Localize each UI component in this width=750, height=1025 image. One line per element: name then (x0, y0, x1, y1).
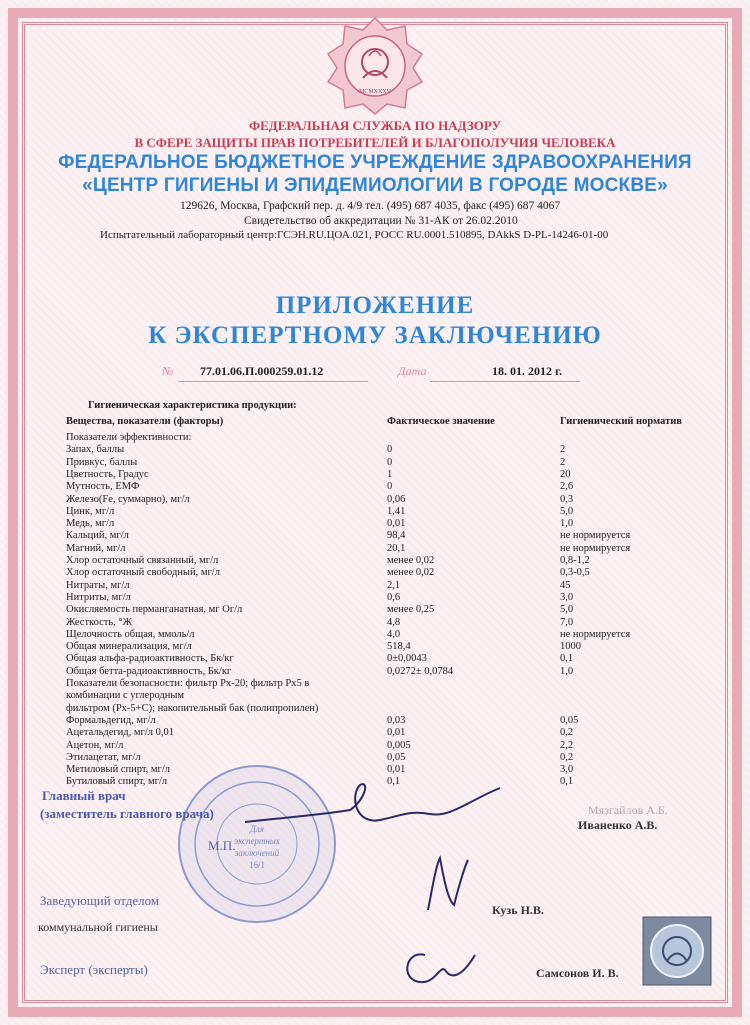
table-row (0, 505, 750, 518)
chief-ghost-name: Мязгайлов А.Б. (588, 803, 668, 817)
document-title-line-2: К ЭКСПЕРТНОМУ ЗАКЛЮЧЕНИЮ (148, 322, 602, 349)
expert-name: Самсонов И. В. (536, 966, 619, 980)
table-row (0, 579, 750, 592)
chief-name: Иваненко А.В. (578, 818, 658, 832)
table-row (0, 652, 750, 665)
agency-line-2: В СФЕРЕ ЗАЩИТЫ ПРАВ ПОТРЕБИТЕЛЕЙ И БЛАГОПОЛУЧИЯ ЧЕЛОВЕКА (134, 135, 616, 150)
document-title-line-1: ПРИЛОЖЕНИЕ (275, 292, 475, 319)
norm-cell: 1,0 (560, 665, 574, 677)
actual-value-cell: 0 (387, 444, 393, 456)
norm-cell: 0,3-0,5 (560, 567, 590, 579)
actual-value-cell: 98,4 (387, 530, 406, 542)
norm-cell: 3,0 (560, 591, 574, 603)
substance-cell: Окисляемость перманганатная, мг Ог/л (66, 604, 243, 616)
norm-cell: 5,0 (560, 604, 574, 616)
norm-cell: не нормируется (560, 542, 631, 554)
substance-cell: Нитриты, мг/л (66, 591, 131, 603)
norm-cell: не нормируется (560, 628, 631, 640)
table-row (0, 554, 750, 567)
org-line-1: ФЕДЕРАЛЬНОЕ БЮДЖЕТНОЕ УЧРЕЖДЕНИЕ ЗДРАВООХРАНЕНИЯ (58, 152, 692, 173)
table-row (0, 542, 750, 555)
substance-cell: Этилацетат, мг/л (66, 751, 141, 763)
substance-cell: фильтром (Рх-5+С); накопительный бак (полипропилен) (66, 702, 319, 714)
table-caption: Гигиеническая характеристика продукции: (88, 400, 297, 411)
norm-cell: 0,1 (560, 776, 574, 788)
substance-cell: Цинк, мг/л (66, 505, 115, 517)
head-dept-name: Кузь Н.В. (492, 903, 544, 917)
actual-value-cell: 20,1 (387, 542, 406, 554)
substance-cell: Ацетон, мг/л (66, 739, 124, 751)
norm-cell: 5,0 (560, 505, 574, 517)
norm-cell: 0,3 (560, 493, 574, 505)
table-row (0, 591, 750, 604)
substance-cell: Железо(Fe, суммарно), мг/л (66, 493, 190, 505)
norm-cell: 3,0 (560, 764, 574, 776)
seal-mark: М.П. (208, 838, 236, 853)
table-row (0, 677, 750, 690)
actual-value-cell: 0,01 (387, 764, 406, 776)
substance-cell: Метиловый спирт, мг/л (66, 764, 170, 776)
actual-value-cell: 0,0272± 0,0784 (387, 665, 454, 677)
svg-text:экспертных: экспертных (234, 836, 280, 846)
norm-cell: 45 (560, 579, 571, 591)
substance-cell: Жесткость, °Ж (66, 616, 133, 628)
svg-text:Для: Для (250, 824, 264, 834)
norm-cell: 0,2 (560, 727, 574, 739)
substance-cell: Мутность, ЕМФ (66, 481, 140, 493)
table-row (0, 456, 750, 469)
expert-signature (395, 940, 485, 995)
substance-cell: Показатели эффективности: (66, 432, 192, 443)
number-label: № (162, 364, 174, 378)
substance-cell: Хлор остаточный свободный, мг/л (66, 567, 220, 579)
actual-value-cell: 518,4 (387, 641, 411, 653)
org-line-2: «ЦЕНТР ГИГИЕНЫ И ЭПИДЕМИОЛОГИИ В ГОРОДЕ МОСКВЕ» (82, 175, 668, 196)
table-row (0, 468, 750, 481)
norm-cell: 0,8-1,2 (560, 555, 590, 566)
substance-cell: Общая бетта-радиоактивность, Бк/кг (66, 665, 232, 677)
substance-cell: Нитраты, мг/л (66, 579, 130, 591)
chief-doctor-label: Главный врач (42, 788, 126, 803)
table-row (0, 665, 750, 678)
table-row (0, 689, 750, 702)
actual-value-cell: 1 (387, 468, 393, 480)
table-row (0, 739, 750, 752)
table-row (0, 702, 750, 715)
actual-value-cell: 0,01 (387, 727, 406, 739)
actual-value-cell: 0,6 (387, 591, 401, 603)
substance-cell: Цветность, Градус (66, 468, 149, 480)
substance-cell: комбинации с углеродным (66, 690, 185, 702)
actual-value-cell: 0,06 (387, 493, 406, 505)
table-row (0, 431, 750, 444)
actual-value-cell: 0,01 (387, 518, 406, 530)
document-number: 77.01.06.П.000259.01.12 (200, 364, 324, 378)
norm-cell: 1000 (560, 641, 581, 653)
actual-value-cell: менее 0,25 (387, 604, 435, 616)
accreditation: Свидетельство об аккредитации № 31-АК от 26.02.2010 (244, 215, 518, 227)
actual-value-cell: 2,1 (387, 579, 401, 591)
head-dept-label: Заведующий отделом (40, 893, 160, 908)
substance-cell: Магний, мг/л (66, 542, 126, 554)
table-row (0, 628, 750, 641)
table-row (0, 603, 750, 616)
address: 129626, Москва, Графский пер. д. 4/9 тел. (495) 687 4035, факс (495) 687 4067 (180, 200, 561, 212)
actual-value-cell: 0 (387, 481, 393, 493)
norm-cell: 2,2 (560, 739, 574, 751)
substance-cell: Привкус, баллы (66, 456, 138, 468)
hologram-seal (642, 916, 712, 986)
norm-cell: 2 (560, 456, 566, 468)
actual-value-cell: 0 (387, 456, 393, 468)
substance-cell: Показатели безопасности: фильтр Рх-20; фильтр Рх5 в (66, 678, 310, 689)
substance-cell: Общая минерализация, мг/л (66, 641, 192, 653)
table-row (0, 480, 750, 493)
actual-value-cell: 0,03 (387, 714, 406, 726)
substance-cell: Кальций, мг/л (66, 530, 129, 542)
column-header-actual: Фактическое значение (387, 416, 495, 427)
expert-label: Эксперт (эксперты) (40, 962, 148, 977)
substance-cell: Медь, мг/л (66, 518, 115, 530)
norm-cell: 0,05 (560, 714, 579, 726)
head-dept-label-2: коммунальной гигиены (38, 920, 158, 934)
organization-emblem (325, 16, 425, 116)
actual-value-cell: 0,005 (387, 739, 411, 751)
date-underline (430, 381, 580, 382)
substance-cell: Ацетальдегид, мг/л 0,01 (66, 727, 174, 739)
column-header-norm: Гигиенический норматив (560, 416, 682, 427)
chief-deputy-label: (заместитель главного врача) (40, 806, 214, 821)
actual-value-cell: 1,41 (387, 505, 406, 517)
agency-line-1: ФЕДЕРАЛЬНАЯ СЛУЖБА ПО НАДЗОРУ (248, 118, 502, 133)
emblem-text: MCMXXXV (358, 89, 392, 95)
substance-cell: Щелочность общая, ммоль/л (66, 628, 195, 640)
table-row (0, 726, 750, 739)
actual-value-cell: 4,0 (387, 628, 401, 640)
table-row (0, 616, 750, 629)
lab-center: Испытательный лабораторный центр:ГСЭН.RU.ЦОА.021, РОСС RU.0001.510895, DAkkS D-PL-14246-01-00 (100, 229, 609, 241)
chief-signature (240, 770, 530, 845)
table-row (0, 517, 750, 530)
table-row (0, 566, 750, 579)
actual-value-cell: менее 0,02 (387, 567, 435, 579)
norm-cell: 1,0 (560, 518, 574, 530)
norm-cell: 0,1 (560, 653, 574, 665)
document-date: 18. 01. 2012 г. (492, 364, 563, 378)
table-row (0, 751, 750, 764)
svg-text:16/1: 16/1 (248, 860, 266, 870)
actual-value-cell: 0,1 (387, 776, 401, 788)
actual-value-cell: 0,05 (387, 751, 406, 763)
norm-cell: 0,2 (560, 751, 574, 763)
column-header-substance: Вещества, показатели (факторы) (66, 416, 224, 427)
substance-cell: Запах, баллы (66, 444, 125, 456)
norm-cell: не нормируется (560, 530, 631, 542)
substance-cell: Бутиловый спирт, мг/л (66, 776, 168, 788)
norm-cell: 20 (560, 468, 571, 480)
actual-value-cell: 4,8 (387, 616, 401, 628)
substance-cell: Формальдегид, мг/л (66, 714, 156, 726)
svg-text:заключений: заключений (234, 848, 280, 858)
table-row (0, 493, 750, 506)
table-row (0, 714, 750, 727)
table-row (0, 443, 750, 456)
substance-cell: Общая альфа-радиоактивность, Бк/кг (66, 653, 234, 665)
actual-value-cell: менее 0,02 (387, 555, 435, 566)
norm-cell: 2 (560, 444, 566, 456)
head-dept-signature (418, 850, 478, 920)
substance-cell: Хлор остаточный связанный, мг/л (66, 555, 219, 566)
date-label: Дата (398, 364, 427, 378)
table-row (0, 640, 750, 653)
table-row (0, 529, 750, 542)
norm-cell: 2,6 (560, 481, 574, 493)
norm-cell: 7,0 (560, 616, 574, 628)
number-underline (178, 381, 368, 382)
actual-value-cell: 0±0,0043 (387, 653, 427, 665)
